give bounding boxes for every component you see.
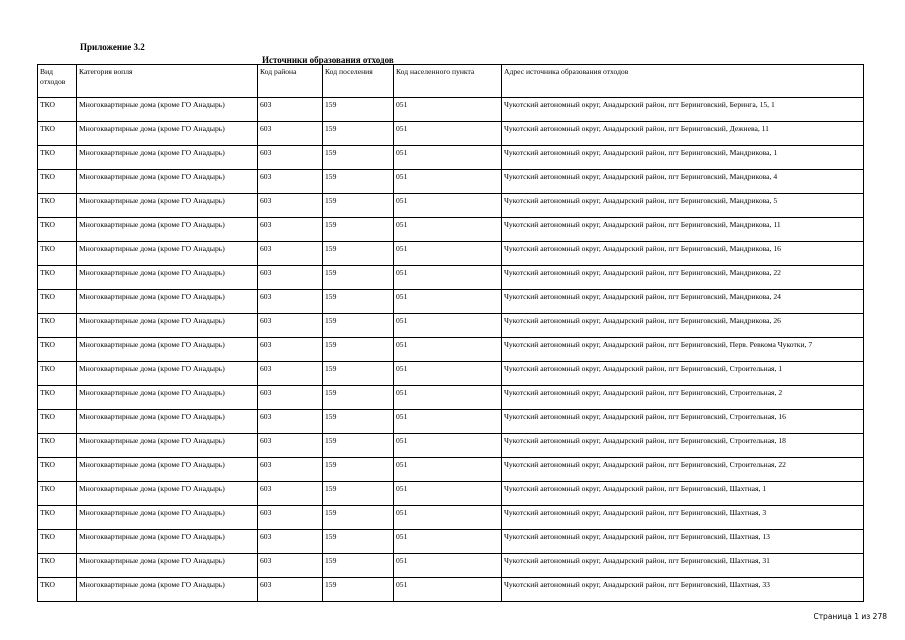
- table-cell: 159: [323, 554, 394, 578]
- table-row: [38, 146, 864, 170]
- table-cell: ТКО: [38, 242, 77, 266]
- table-row: [38, 266, 864, 290]
- table-cell: 603: [258, 290, 323, 314]
- table-cell: Чукотский автономный округ, Анадырский район, пгт Беринговский, Перв. Ревкома Чукотки, 7: [502, 338, 864, 362]
- table-cell: ТКО: [38, 314, 77, 338]
- table-cell: Многоквартирные дома (кроме ГО Анадырь): [77, 458, 258, 482]
- table-cell: 603: [258, 194, 323, 218]
- table-cell: 603: [258, 458, 323, 482]
- table-cell: ТКО: [38, 530, 77, 554]
- table-cell: 159: [323, 434, 394, 458]
- table-cell: 159: [323, 122, 394, 146]
- table-cell: 051: [394, 506, 502, 530]
- appendix-label: Приложение 3.2: [80, 42, 145, 52]
- table-cell: 603: [258, 266, 323, 290]
- table-cell: Многоквартирные дома (кроме ГО Анадырь): [77, 146, 258, 170]
- table-cell: Чукотский автономный округ, Анадырский район, пгт Беринговский, Шахтная, 33: [502, 578, 864, 602]
- table-cell: 159: [323, 506, 394, 530]
- table-cell: Чукотский автономный округ, Анадырский район, пгт Беринговский, Мандрикова, 5: [502, 194, 864, 218]
- table-cell: 051: [394, 146, 502, 170]
- table-row: [38, 506, 864, 530]
- table-cell: Многоквартирные дома (кроме ГО Анадырь): [77, 530, 258, 554]
- table-row: [38, 362, 864, 386]
- table-cell: 603: [258, 386, 323, 410]
- table-cell: Многоквартирные дома (кроме ГО Анадырь): [77, 290, 258, 314]
- table-cell: ТКО: [38, 578, 77, 602]
- table-cell: ТКО: [38, 290, 77, 314]
- table-cell: 051: [394, 410, 502, 434]
- table-cell: Многоквартирные дома (кроме ГО Анадырь): [77, 386, 258, 410]
- table-cell: 051: [394, 482, 502, 506]
- table-row: [38, 242, 864, 266]
- table-cell: Чукотский автономный округ, Анадырский район, пгт Беринговский, Строительная, 18: [502, 434, 864, 458]
- table-cell: 603: [258, 506, 323, 530]
- table-cell: ТКО: [38, 98, 77, 122]
- table-cell: Чукотский автономный округ, Анадырский район, пгт Беринговский, Строительная, 2: [502, 386, 864, 410]
- table-cell: Чукотский автономный округ, Анадырский район, пгт Беринговский, Мандрикова, 26: [502, 314, 864, 338]
- column-header: Код поселения: [323, 65, 394, 98]
- column-header: Код населенного пункта: [394, 65, 502, 98]
- table-cell: 051: [394, 458, 502, 482]
- table-cell: 051: [394, 530, 502, 554]
- table-row: [38, 170, 864, 194]
- table-cell: Чукотский автономный округ, Анадырский район, пгт Беринговский, Строительная, 22: [502, 458, 864, 482]
- table-cell: 603: [258, 146, 323, 170]
- table-cell: ТКО: [38, 146, 77, 170]
- page-number: Страница 1 из 278: [813, 612, 887, 621]
- table-cell: Чукотский автономный округ, Анадырский район, пгт Беринговский, Мандрикова, 1: [502, 146, 864, 170]
- table-cell: 051: [394, 170, 502, 194]
- table-cell: ТКО: [38, 338, 77, 362]
- table-header-row: [38, 65, 864, 98]
- table-cell: 051: [394, 242, 502, 266]
- table-cell: 159: [323, 578, 394, 602]
- table-cell: Многоквартирные дома (кроме ГО Анадырь): [77, 122, 258, 146]
- table-cell: 603: [258, 410, 323, 434]
- table-cell: Чукотский автономный округ, Анадырский район, пгт Беринговский, Мандрикова, 22: [502, 266, 864, 290]
- table-cell: 159: [323, 170, 394, 194]
- table-cell: 159: [323, 530, 394, 554]
- table-cell: 603: [258, 530, 323, 554]
- table-cell: Чукотский автономный округ, Анадырский район, пгт Беринговский, Мандрикова, 11: [502, 218, 864, 242]
- table-cell: Чукотский автономный округ, Анадырский район, пгт Беринговский, Шахтная, 1: [502, 482, 864, 506]
- table-cell: Чукотский автономный округ, Анадырский район, пгт Беринговский, Дежнева, 11: [502, 122, 864, 146]
- table-cell: 159: [323, 386, 394, 410]
- table-cell: 159: [323, 242, 394, 266]
- waste-sources-table: [37, 64, 864, 602]
- table-cell: ТКО: [38, 434, 77, 458]
- table-cell: 159: [323, 218, 394, 242]
- table-cell: 051: [394, 362, 502, 386]
- table-cell: Многоквартирные дома (кроме ГО Анадырь): [77, 338, 258, 362]
- table-row: [38, 194, 864, 218]
- table-cell: 603: [258, 314, 323, 338]
- table-cell: 051: [394, 338, 502, 362]
- table-cell: Многоквартирные дома (кроме ГО Анадырь): [77, 314, 258, 338]
- table-cell: Чукотский автономный округ, Анадырский район, пгт Беринговский, Мандрикова, 24: [502, 290, 864, 314]
- table-cell: 603: [258, 578, 323, 602]
- table-cell: 159: [323, 98, 394, 122]
- table-cell: 051: [394, 314, 502, 338]
- table-row: [38, 434, 864, 458]
- table-cell: Многоквартирные дома (кроме ГО Анадырь): [77, 170, 258, 194]
- table-cell: Чукотский автономный округ, Анадырский район, пгт Беринговский, Шахтная, 31: [502, 554, 864, 578]
- table-cell: Многоквартирные дома (кроме ГО Анадырь): [77, 242, 258, 266]
- column-header: Адрес источника образования отходов: [502, 65, 864, 98]
- table-cell: 159: [323, 458, 394, 482]
- table-cell: ТКО: [38, 554, 77, 578]
- table-row: [38, 578, 864, 602]
- table-cell: 159: [323, 290, 394, 314]
- table-cell: ТКО: [38, 482, 77, 506]
- table-cell: Чукотский автономный округ, Анадырский район, пгт Беринговский, Шахтная, 13: [502, 530, 864, 554]
- table-cell: Чукотский автономный округ, Анадырский район, пгт Беринговский, Беринга, 15, 1: [502, 98, 864, 122]
- table-cell: 051: [394, 194, 502, 218]
- table-cell: ТКО: [38, 266, 77, 290]
- table-row: [38, 458, 864, 482]
- table-row: [38, 314, 864, 338]
- table-cell: 051: [394, 98, 502, 122]
- table-cell: Чукотский автономный округ, Анадырский район, пгт Беринговский, Шахтная, 3: [502, 506, 864, 530]
- table-cell: ТКО: [38, 386, 77, 410]
- table-cell: 159: [323, 338, 394, 362]
- table-cell: ТКО: [38, 362, 77, 386]
- table-cell: Чукотский автономный округ, Анадырский район, пгт Беринговский, Мандрикова, 16: [502, 242, 864, 266]
- column-header: Категория вопля: [77, 65, 258, 98]
- table-cell: 159: [323, 362, 394, 386]
- table-cell: Чукотский автономный округ, Анадырский район, пгт Беринговский, Мандрикова, 4: [502, 170, 864, 194]
- table-cell: 603: [258, 362, 323, 386]
- table-row: [38, 290, 864, 314]
- table-cell: Многоквартирные дома (кроме ГО Анадырь): [77, 362, 258, 386]
- table-cell: 051: [394, 218, 502, 242]
- table-cell: ТКО: [38, 194, 77, 218]
- table-cell: 603: [258, 338, 323, 362]
- table-cell: 159: [323, 194, 394, 218]
- table-cell: Многоквартирные дома (кроме ГО Анадырь): [77, 218, 258, 242]
- table-row: [38, 554, 864, 578]
- table-cell: 603: [258, 122, 323, 146]
- table-cell: 159: [323, 146, 394, 170]
- table-cell: 159: [323, 410, 394, 434]
- table-cell: ТКО: [38, 218, 77, 242]
- table-cell: Чукотский автономный округ, Анадырский район, пгт Беринговский, Строительная, 16: [502, 410, 864, 434]
- table-cell: 603: [258, 218, 323, 242]
- table-row: [38, 530, 864, 554]
- table-cell: Многоквартирные дома (кроме ГО Анадырь): [77, 194, 258, 218]
- table-cell: ТКО: [38, 506, 77, 530]
- table-row: [38, 122, 864, 146]
- table-cell: 603: [258, 482, 323, 506]
- table-cell: Чукотский автономный округ, Анадырский район, пгт Беринговский, Строительная, 1: [502, 362, 864, 386]
- table-cell: ТКО: [38, 458, 77, 482]
- table-row: [38, 98, 864, 122]
- table-row: [38, 218, 864, 242]
- table-cell: 603: [258, 242, 323, 266]
- table-cell: Многоквартирные дома (кроме ГО Анадырь): [77, 98, 258, 122]
- table-cell: 051: [394, 122, 502, 146]
- table-row: [38, 482, 864, 506]
- table-cell: 051: [394, 434, 502, 458]
- table-cell: 159: [323, 482, 394, 506]
- table-cell: 051: [394, 386, 502, 410]
- table-row: [38, 338, 864, 362]
- table-cell: Многоквартирные дома (кроме ГО Анадырь): [77, 578, 258, 602]
- table-cell: 051: [394, 578, 502, 602]
- table-cell: 603: [258, 98, 323, 122]
- table-title: Источники образования отходов: [262, 55, 394, 65]
- table-cell: 603: [258, 554, 323, 578]
- table-cell: ТКО: [38, 170, 77, 194]
- table-cell: Многоквартирные дома (кроме ГО Анадырь): [77, 410, 258, 434]
- table-cell: 159: [323, 266, 394, 290]
- column-header: Код района: [258, 65, 323, 98]
- table-cell: Многоквартирные дома (кроме ГО Анадырь): [77, 554, 258, 578]
- table-cell: Многоквартирные дома (кроме ГО Анадырь): [77, 506, 258, 530]
- table-cell: Многоквартирные дома (кроме ГО Анадырь): [77, 482, 258, 506]
- table-cell: 603: [258, 170, 323, 194]
- table-cell: ТКО: [38, 410, 77, 434]
- table-cell: 051: [394, 554, 502, 578]
- table-cell: 159: [323, 314, 394, 338]
- table-cell: 051: [394, 266, 502, 290]
- table-row: [38, 386, 864, 410]
- table-cell: Многоквартирные дома (кроме ГО Анадырь): [77, 434, 258, 458]
- table-cell: 603: [258, 434, 323, 458]
- column-header: Вид отходов: [38, 65, 77, 98]
- table-cell: 051: [394, 290, 502, 314]
- table-cell: Многоквартирные дома (кроме ГО Анадырь): [77, 266, 258, 290]
- table-row: [38, 410, 864, 434]
- table-cell: ТКО: [38, 122, 77, 146]
